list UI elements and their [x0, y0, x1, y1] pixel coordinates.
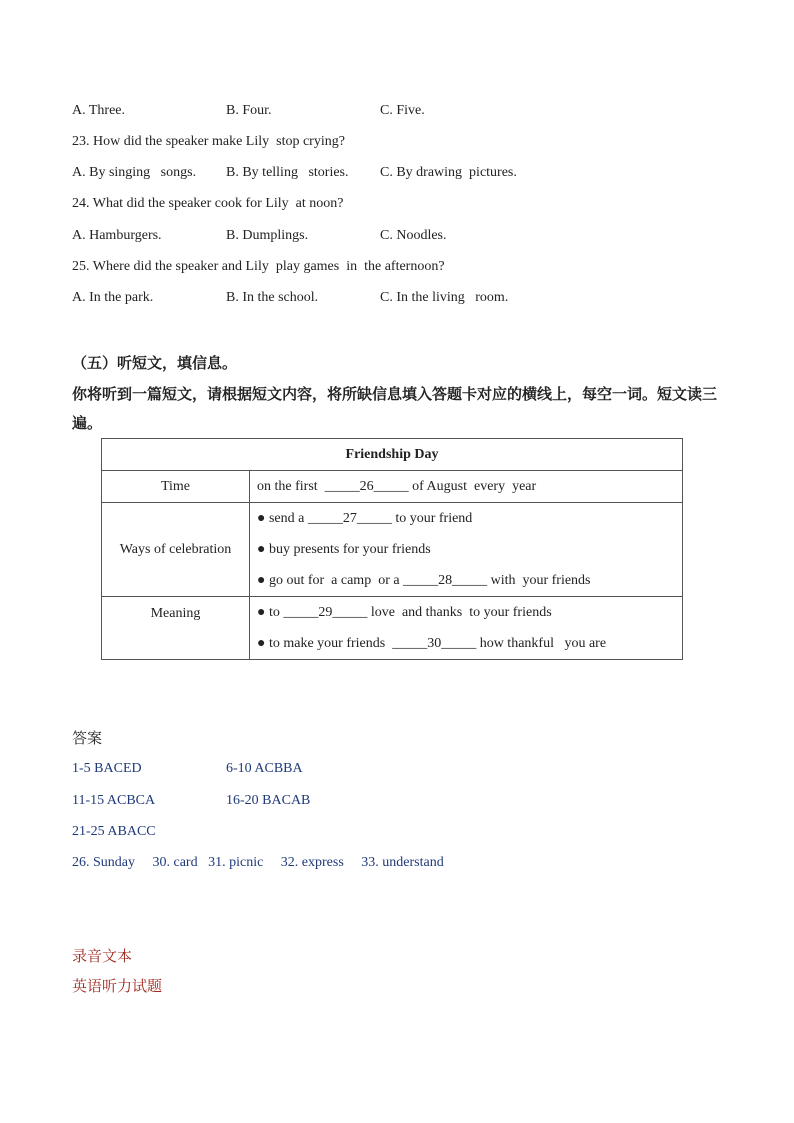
q23-option-a: A. By singing songs. — [72, 165, 197, 180]
table-title: Friendship Day — [102, 439, 683, 471]
q25-option-c: C. In the living room. — [380, 290, 509, 305]
q22-option-a: A. Three. — [72, 103, 125, 118]
section-5-title: （五）听短文，填信息。 — [72, 354, 238, 372]
q25-option-b: B. In the school. — [226, 290, 319, 305]
answer-6-10: 6-10 ACBBA — [226, 761, 303, 776]
transcript-title: 英语听力试题 — [72, 977, 163, 995]
meaning-item-2: ● to make your friends _____30_____ how thankful you are — [257, 636, 607, 651]
answer-21-25: 21-25 ABACC — [72, 824, 156, 839]
section-5-instructions: 你将听到一篇短文，请根据短文内容，将所缺信息填入答题卡对应的横线上，每空一词。短文读三遍。 — [72, 385, 718, 432]
q23-option-b: B. By telling stories. — [226, 165, 349, 180]
answer-11-15: 11-15 ACBCA — [72, 793, 156, 808]
q22-option-b: B. Four. — [226, 103, 272, 118]
ways-label: Ways of celebration — [102, 503, 250, 597]
question-24: 24. What did the speaker cook for Lily at noon? — [72, 196, 344, 211]
meaning-label — [102, 597, 250, 660]
q24-option-c: C. Noodles. — [380, 228, 447, 243]
q23-option-c: C. By drawing pictures. — [380, 165, 517, 180]
q24-option-a: A. Hamburgers. — [72, 228, 162, 243]
transcript-label: 录音文本 — [72, 947, 133, 965]
question-23: 23. How did the speaker make Lily stop crying? — [72, 134, 345, 149]
answer-1-5: 1-5 BACED — [72, 761, 142, 776]
answers-heading: 答案 — [72, 729, 103, 747]
friendship-day-table — [101, 438, 683, 660]
ways-item-1: ● send a _____27_____ to your friend — [257, 511, 473, 526]
q25-option-a: A. In the park. — [72, 290, 154, 305]
meaning-label-text: Meaning — [150, 606, 201, 621]
meaning-item-1: ● to _____29_____ love and thanks to your friends — [257, 605, 552, 620]
question-25: 25. Where did the speaker and Lily play games in the afternoon? — [72, 259, 445, 274]
ways-item-2: ● buy presents for your friends — [257, 542, 431, 557]
answer-16-20: 16-20 BACAB — [226, 793, 311, 808]
answer-26-33: 26. Sunday 30. card 31. picnic 32. express 33. understand — [72, 855, 444, 870]
q22-option-c: C. Five. — [380, 103, 425, 118]
time-value: on the first _____26_____ of August every year — [257, 479, 537, 494]
ways-item-3: ● go out for a camp or a _____28_____ with your friends — [257, 573, 591, 588]
q24-option-b: B. Dumplings. — [226, 228, 309, 243]
time-label: Time — [102, 471, 250, 503]
